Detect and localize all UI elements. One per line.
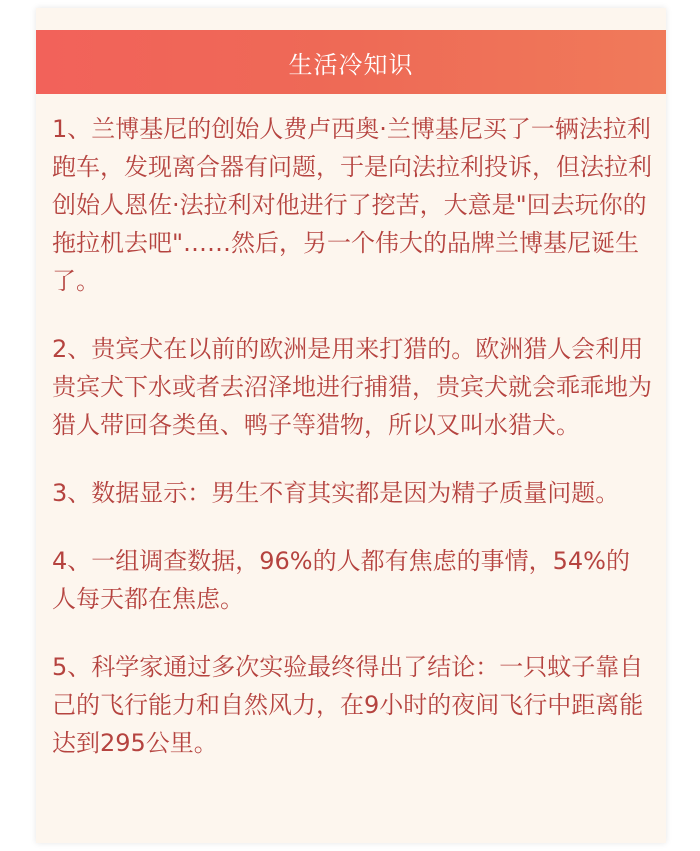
knowledge-card (36, 8, 666, 843)
fact-item-2: 2、贵宾犬在以前的欧洲是用来打猎的。欧洲猎人会利用贵宾犬下水或者去沼泽地进行捕猎，贵宾犬就会乖乖地为猎人带回各类鱼、鸭子等猎物，所以又叫水猎犬。 (52, 335, 652, 439)
fact-item-3: 3、数据显示：男生不育其实都是因为精子质量问题。 (52, 479, 620, 507)
fact-item-5: 5、科学家通过多次实验最终得出了结论：一只蚊子靠自己的飞行能力和自然风力，在9小时的夜间飞行中距离能达到295公里。 (52, 653, 644, 757)
fact-item-4: 4、一组调查数据，96%的人都有焦虑的事情，54%的人每天都在焦虑。 (52, 547, 630, 613)
card-title: 生活冷知识 (288, 50, 414, 79)
facts-list (52, 110, 652, 792)
card-header (36, 30, 666, 94)
fact-item-1: 1、兰博基尼的创始人费卢西奥·兰博基尼买了一辆法拉利跑车，发现离合器有问题，于是向法拉利投诉，但法拉利创始人恩佐·法拉利对他进行了挖苦，大意是"回去玩你的拖拉机去吧"……然后，另一个伟大的品牌兰博基尼诞生了。 (52, 115, 652, 295)
